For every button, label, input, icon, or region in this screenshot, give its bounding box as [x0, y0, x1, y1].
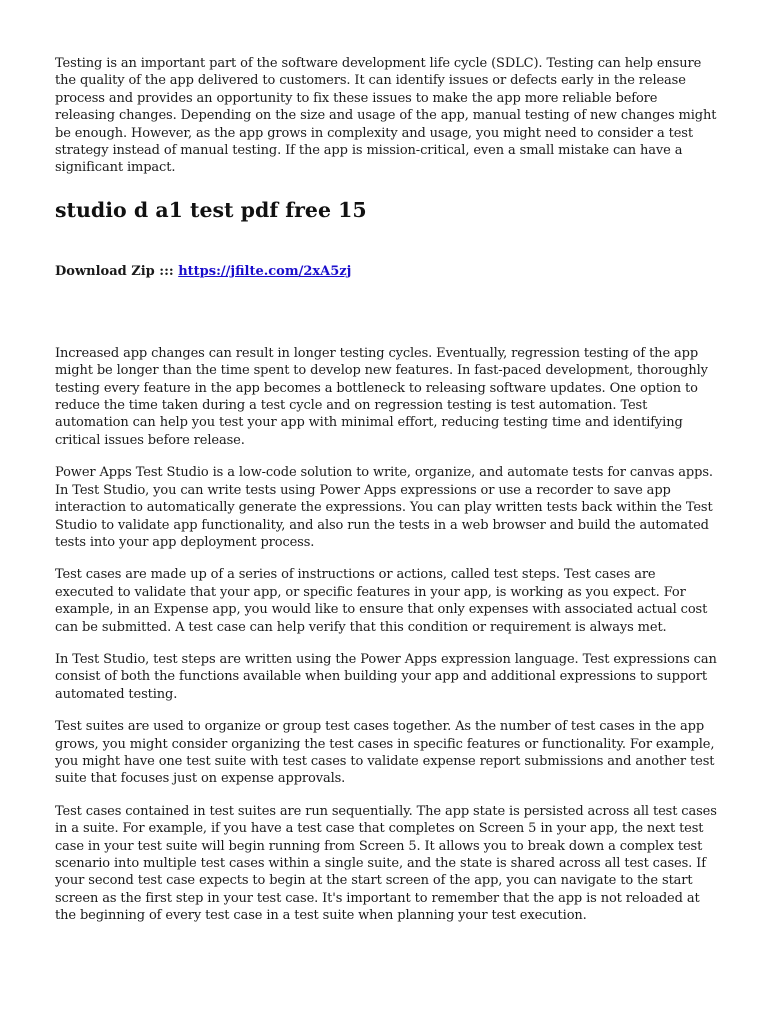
- body-paragraph: Power Apps Test Studio is a low-code solution to write, organize, and automate tests for canvas apps. In Test Studio, you can write tests using Power Apps expressions or use a recorder to save app interaction to automatically generate the expressions. You can play written tests back within the Test Studio to validate app functionality, and also run the tests in a web browser and build the automated tests into your app deployment process.: [55, 465, 713, 550]
- document-title: studio d a1 test pdf free 15: [55, 197, 367, 222]
- blank-space: [55, 280, 717, 345]
- body-paragraph: Test cases contained in test suites are run sequentially. The app state is persisted across all test cases in a suite. For example, if you have a test case that completes on Screen 5 in your app, the next test case in your test suite will begin running from Screen 5. It allows you to break down a complex test scenario into multiple test cases within a single suite, and the state is shared across all test cases. If your second test case expects to begin at the start screen of the app, you can navigate to the start screen as the first step in your test case. It's important to remember that the app is not reloaded at the beginning of every test case in a test suite when planning your test execution.: [55, 803, 717, 924]
- body-paragraph: Increased app changes can result in longer testing cycles. Eventually, regression testing of the app might be longer than the time spent to develop new features. In fast-paced development, thoroughly testing every feature in the app becomes a bottleneck to releasing software updates. One option to reduce the time taken during a test cycle and on regression testing is test automation. Test automation can help you test your app with minimal effort, reducing testing time and identifying critical issues before release.: [55, 345, 708, 448]
- body-paragraph: Test suites are used to organize or group test cases together. As the number of test cases in the app grows, you might consider organizing the test cases in specific features or functionality. For example, you might have one test suite with test cases to validate expense report submissions and another test suite that focuses just on expense approvals.: [55, 719, 715, 787]
- document-page: [55, 55, 717, 940]
- download-label: Download Zip :::: [55, 263, 179, 279]
- download-line: [55, 263, 717, 280]
- body-paragraph: Test cases are made up of a series of instructions or actions, called test steps. Test cases are executed to validate that your app, or specific features in your app, is working as you expect. For example, in an Expense app, you would like to ensure that only expenses with associated actual cost can be submitted. A test case can help verify that this condition or requirement is always met.: [55, 567, 708, 635]
- body-paragraph: In Test Studio, test steps are written using the Power Apps expression language. Test expressions can consist of both the functions available when building your app and additional expressions to support automated testing.: [55, 651, 717, 702]
- intro-paragraph: Testing is an important part of the software development life cycle (SDLC). Testing can help ensure the quality of the app delivered to customers. It can identify issues or defects early in the release process and provides an opportunity to fix these issues to make the app more reliable before releasing changes. Depending on the size and usage of the app, manual testing of new changes might be enough. However, as the app grows in complexity and usage, you might need to consider a test strategy instead of manual testing. If the app is mission-critical, even a small mistake can have a significant impact.: [55, 56, 717, 176]
- download-link[interactable]: https://jfilte.com/2xA5zj: [178, 263, 352, 279]
